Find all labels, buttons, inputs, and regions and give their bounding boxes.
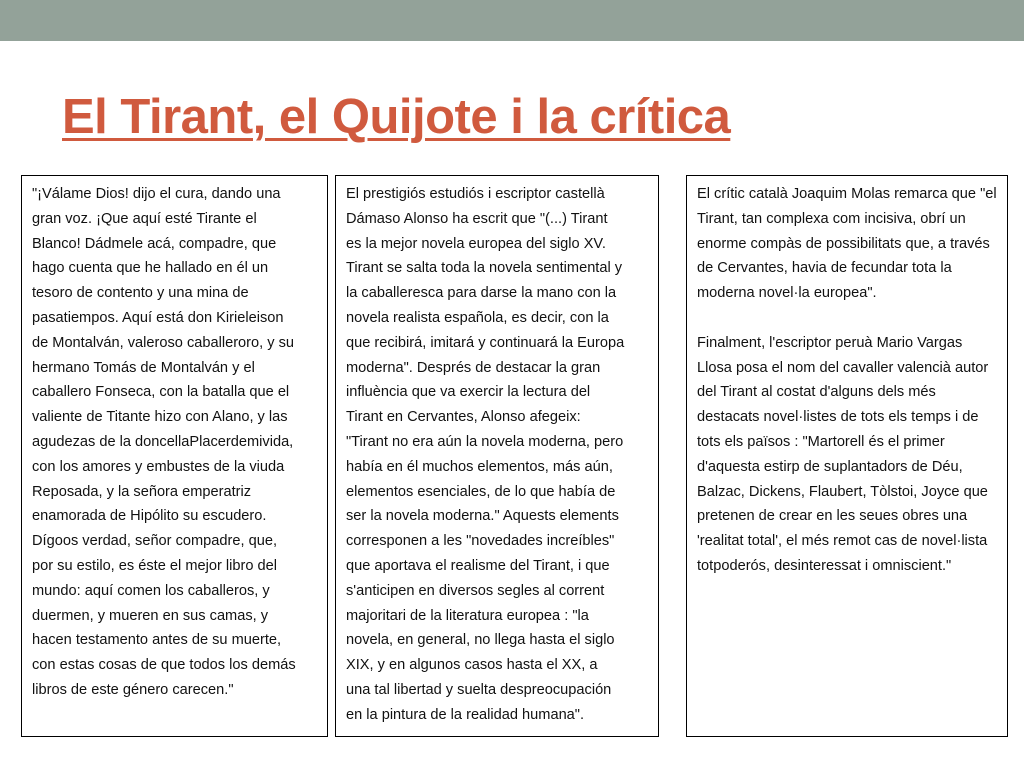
quote-paragraph: El crític català Joaquim Molas remarca que "el Tirant, tan complexa com incisiva, obrí un enorme compàs de possibilitats que, a través de Cervantes, havia de fecundar tota la moderna novel·la europea". (697, 186, 997, 302)
top-accent-bar (0, 0, 1024, 41)
quote-box-molas-vargas-llosa (686, 175, 1008, 737)
quote-paragraph: "¡Válame Dios! dijo el cura, dando una gran voz. ¡Que aquí esté Tirante el Blanco! Dádmele acá, compadre, que hago cuenta que he hallado en él un tesoro de contento y una mina de pasatiempos. Aquí está don Kirieleison de Montalván, valeroso caballeroro, y su hermano Tomás de Montalván y el caballero Fonseca, con la batalla que el valiente de Titante hizo con Alano, y las agudezas de la doncellaPlacerdemivida, con los amores y embustes de la viuda Reposada, y la señora emperatriz enamorada de Hipólito su escudero. Dígoos verdad, señor compadre, que, por su estilo, es éste el mejor libro del mundo: aquí comen los caballeros, y duermen, y mueren en sus camas, y hacen testamento antes de su muerte, con estas cosas de que todos los demás libros de este género carecen." (32, 186, 296, 698)
quote-box-damaso-alonso (335, 175, 659, 737)
quote-paragraph: El prestigiós estudiós i escriptor castellà Dámaso Alonso ha escrit que "(...) Tirant es la mejor novela europea del siglo XV. Tirant se salta toda la novela sentimental y la caballeresca para darse la mano con la novela realista española, es decir, con la que recibirá, imitará y continuará la Europa moderna". Després de destacar la gran influència que va exercir la lectura del Tirant en Cervantes, Alonso afegeix: "Tirant no era aún la novela moderna, pero había en él muchos elementos, más aún, elementos esenciales, de lo que había de ser la novela moderna." Aquests elements corresponen a les "novedades increíbles" que aportava el realisme del Tirant, i que s'anticipen en diversos segles al corrent majoritari de la literatura europea : "la novela, en general, no llega hasta el siglo XIX, y en algunos casos hasta el XX, a una tal libertad y suelta despreocupación en la pintura de la realidad humana". (346, 186, 625, 723)
slide-title: El Tirant, el Quijote i la crítica (62, 90, 731, 144)
quote-box-quijote (21, 175, 328, 737)
quote-paragraph: Finalment, l'escriptor peruà Mario Vargas Llosa posa el nom del cavaller valencià autor del Tirant al costat d'alguns dels més destacats novel·listes de tots els temps i de tots els països : "Martorell és el primer d'aquesta estirp de suplantadors de Déu, Balzac, Dickens, Flaubert, Tòlstoi, Joyce que pretenen de crear en les seues obres una 'realitat total', el més remot cas de novel·lista totpoderós, desinteressat i omniscient." (697, 334, 989, 574)
